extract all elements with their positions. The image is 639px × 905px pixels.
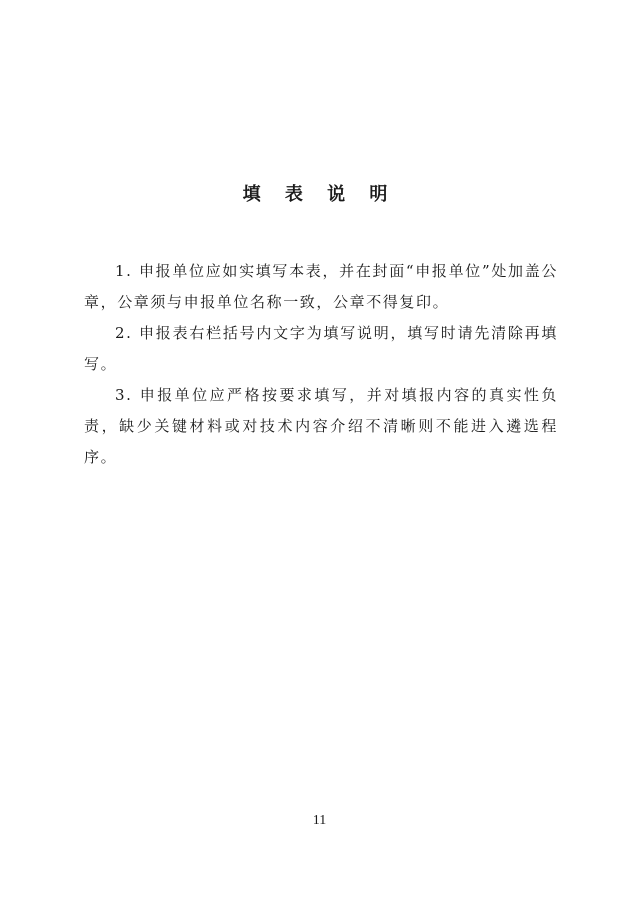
page-number: 11: [312, 813, 327, 828]
instruction-paragraph-1: 1. 申报单位应如实填写本表，并在封面“申报单位”处加盖公章，公章须与申报单位名称一致，公章不得复印。: [84, 262, 558, 311]
instruction-paragraph-3: 3. 申报单位应严格按要求填写，并对填报内容的真实性负责，缺少关键材料或对技术内容介绍不清晰则不能进入遴选程序。: [84, 386, 558, 466]
instructions-body: [84, 256, 558, 473]
page-title: 填 表 说 明: [242, 184, 397, 205]
instruction-paragraph-2: 2. 申报表右栏括号内文字为填写说明，填写时请先清除再填写。: [84, 324, 558, 373]
